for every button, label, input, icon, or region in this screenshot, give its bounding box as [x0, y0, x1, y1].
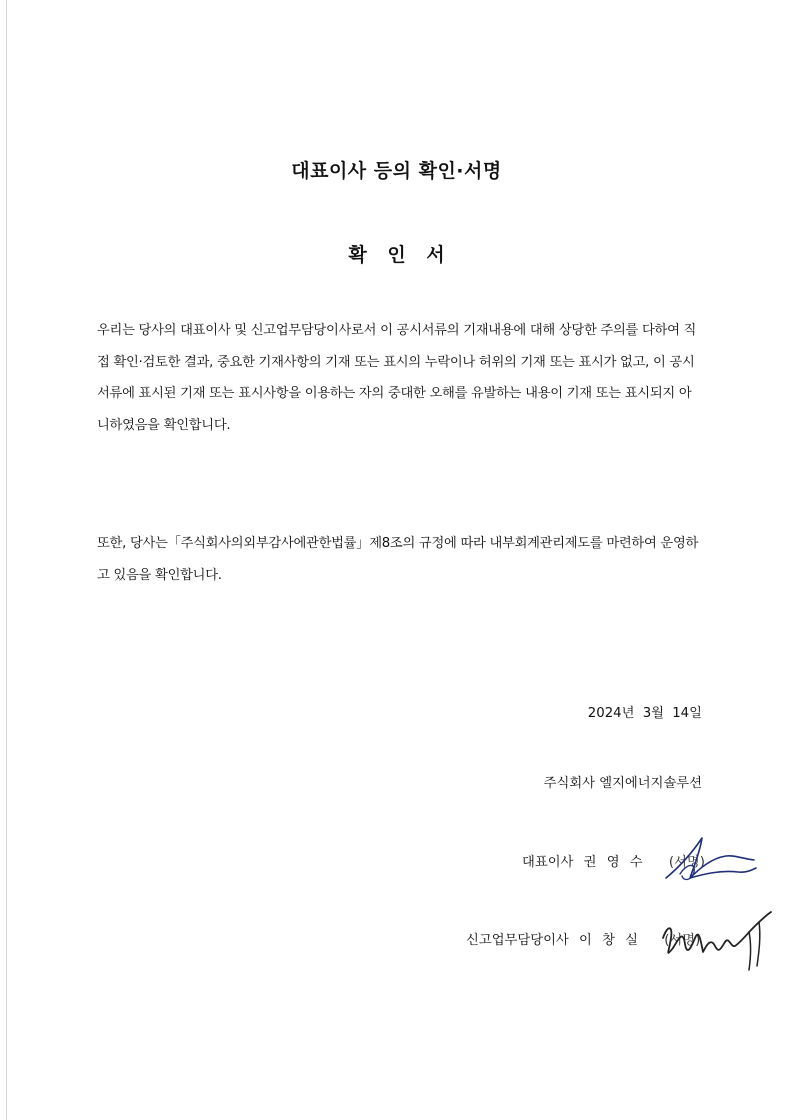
cfo-role: 신고업무담당이사	[466, 933, 569, 948]
cfo-sign-mark: (서명)	[664, 933, 701, 948]
company-name: 주식회사 엘지에너지솔루션	[543, 776, 702, 791]
cfo-signature-stroke-tail	[749, 922, 760, 970]
internal-control-paragraph: 또한, 당사는「주식회사의외부감사에관한법률」제8조의 규정에 따라 내부회계관리제도를 마련하여 운영하고 있음을 확인합니다.	[97, 536, 699, 583]
cfo-name: 이 창 실	[579, 933, 638, 948]
confirmation-paragraph: 우리는 당사의 대표이사 및 신고업무담당이사로서 이 공시서류의 기재내용에 대해 상당한 주의를 다하여 직접 확인·검토한 결과, 중요한 기재사항의 기재 또는 표시의 누락이나 허위의 기재 또는 표시가 없고, 이 공시서류에 표시된 기재 또는 표시사항을 이용하는 자의 중대한 오해를 유발하는 내용이 기재 또는 표시되지 아니하였음을 확인합니다.	[97, 323, 697, 433]
ceo-sign-mark: (서명)	[668, 855, 705, 870]
ceo-name: 권 영 수	[583, 855, 643, 870]
ceo-signature-line	[522, 851, 705, 870]
cfo-signature-line	[466, 929, 700, 948]
ceo-role: 대표이사	[522, 855, 574, 870]
document-date: 2024년 3월 14일	[587, 706, 702, 721]
document-title: 대표이사 등의 확인·서명	[291, 160, 502, 182]
confirmation-title: 확 인 서	[348, 244, 445, 266]
